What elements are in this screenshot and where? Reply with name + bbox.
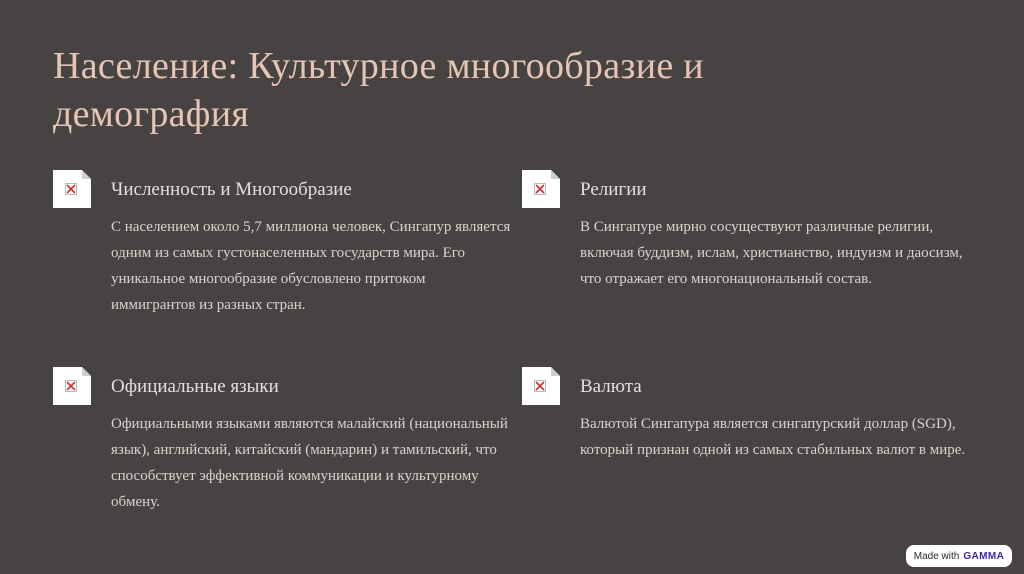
card-title: Официальные языки	[111, 376, 279, 397]
page-title: Население: Культурное многообразие и демография	[53, 45, 704, 135]
card-title: Религии	[580, 179, 647, 200]
card-title: Численность и Многообразие	[111, 179, 352, 200]
card-text: Валютой Сингапура является сингапурский доллар (SGD), который признан одной из самых стабильных валют в мире.	[580, 416, 966, 458]
broken-image-icon	[53, 367, 91, 405]
card-title: Валюта	[580, 376, 642, 397]
broken-image-icon	[522, 367, 560, 405]
broken-image-icon	[522, 170, 560, 208]
card-text: Официальными языками являются малайский (национальный язык), английский, китайский (мандарин) и тамильский, что способствует эффективной коммуникации и культурному обмену.	[111, 416, 508, 510]
card-text: В Сингапуре мирно сосуществуют различные религии, включая буддизм, ислам, христианство, индуизм и даосизм, что отражает его многонациональный состав.	[580, 219, 963, 287]
made-with-gamma-badge[interactable]	[906, 545, 1012, 567]
gamma-logo: GAMMA	[963, 550, 1005, 562]
badge-made-with-label: Made with	[913, 550, 960, 562]
broken-image-icon	[53, 170, 91, 208]
card-text: С населением около 5,7 миллиона человек, Сингапур является одним из самых густонаселенных государств мира. Его уникальное многообразие обусловлено притоком иммигрантов из разных стран.	[111, 219, 511, 313]
